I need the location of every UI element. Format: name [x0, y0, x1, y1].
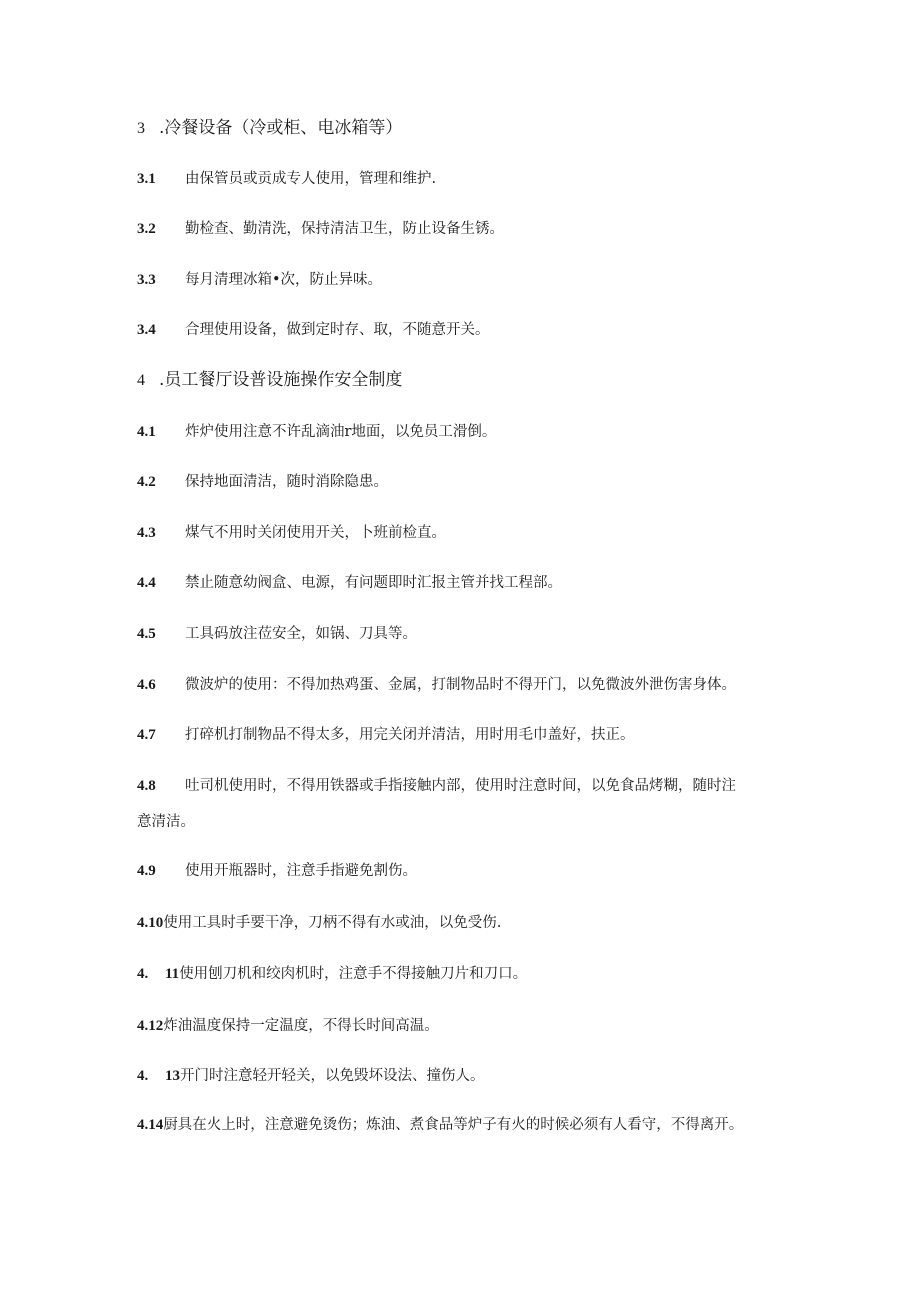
list-item	[137, 1016, 439, 1036]
item-text: 工具码放注莅安全，如锅、刀具等。	[185, 626, 417, 642]
list-item	[137, 169, 436, 189]
section-heading	[137, 117, 402, 140]
list-item	[137, 776, 736, 796]
list-item	[137, 861, 417, 881]
list-item	[137, 624, 417, 644]
item-number: 4.12	[137, 1018, 164, 1034]
item-number: 4.6	[137, 677, 156, 693]
item-number: 3.4	[137, 322, 156, 338]
item-number: 4.9	[137, 863, 156, 879]
section-title: .冷餐设备（冷或柜、电冰箱等）	[159, 118, 403, 138]
list-item	[137, 270, 382, 290]
section-title: .员工餐厅设普设施操作安全制度	[159, 370, 403, 390]
item-text: 开门时注意轻开轻关，以免毁坏设法、撞伤人。	[180, 1068, 485, 1084]
item-number: 4.8	[137, 778, 156, 794]
item-number: 4.3	[137, 525, 156, 541]
item-number-part: 13	[165, 1068, 180, 1084]
item-text: 使用刨刀机和绞肉机时，注意手不得接触刀片和刀口。	[179, 966, 528, 982]
item-number: 4.2	[137, 474, 156, 490]
list-item	[137, 913, 501, 933]
item-text: 使用工具时手要干净，刀柄不得有水或油，以免受伤.	[163, 915, 502, 931]
item-text: 合理使用设备，做到定时存、取，不随意开关。	[185, 322, 490, 338]
list-item	[137, 725, 635, 745]
item-number: 4.14	[137, 1117, 164, 1133]
list-item	[137, 320, 490, 340]
item-number: 4.1	[137, 424, 156, 440]
item-text: 炸油温度保持一定温度，不得长时间高温。	[163, 1018, 439, 1034]
item-text: 吐司机使用时，不得用铁器或手指接触内部，使用时注意时间，以免食品烤糊，随时注	[185, 778, 736, 794]
section-number: 4	[137, 372, 145, 389]
item-text: 微波炉的使用：不得加热鸡蛋、金属，打制物品时不得开门，以免微波外泄伤害身体。	[185, 677, 736, 693]
item-number: 4.4	[137, 575, 156, 591]
item-text: 打碎机打制物品不得太多，用完关闭并清洁，用时用毛巾盖好，扶正。	[185, 727, 635, 743]
list-item	[137, 1115, 743, 1135]
section-heading	[137, 369, 402, 392]
item-text: 禁止随意幼阀盒、电源，有问题即时汇报主管并找工程部。	[185, 575, 562, 591]
item-number: 4.10	[137, 915, 164, 931]
item-text: 保持地面清洁，随时消除隐患。	[185, 474, 388, 490]
list-item	[137, 1066, 485, 1086]
item-text: 煤气不用时关闭使用开关，卜班前检直。	[185, 525, 446, 541]
item-number: 4.	[137, 1068, 149, 1084]
item-text: 每月清理冰箱•次，防止异味。	[185, 272, 383, 288]
item-text: 炸炉使用注意不许乱滴油r地面，以免员工滑倒。	[185, 424, 497, 440]
list-item	[137, 523, 446, 543]
item-number-part: 11	[165, 966, 180, 982]
section-number: 3	[137, 120, 145, 137]
item-text: 由保管员或贡成专人使用，管理和维护.	[185, 171, 437, 187]
item-text: 勤检查、勤清洗，保持清洁卫生，防止设备生锈。	[185, 221, 504, 237]
list-item	[137, 219, 504, 239]
list-item	[137, 472, 388, 492]
list-item	[137, 422, 496, 442]
item-text: 厨具在火上时，注意避免烫伤；炼油、煮食品等炉子有火的时候必须有人看守，不得离开。	[163, 1117, 744, 1133]
item-number: 3.3	[137, 272, 156, 288]
item-number: 3.1	[137, 171, 156, 187]
item-number: 3.2	[137, 221, 156, 237]
list-item	[137, 964, 527, 984]
item-text: 使用开瓶器时，注意手指避免割伤。	[185, 863, 417, 879]
list-item	[137, 675, 736, 695]
item-number: 4.	[137, 966, 149, 982]
list-item	[137, 573, 562, 593]
item-number: 4.7	[137, 727, 156, 743]
list-item-continuation: 意清洁。	[137, 814, 195, 830]
item-number: 4.5	[137, 626, 156, 642]
